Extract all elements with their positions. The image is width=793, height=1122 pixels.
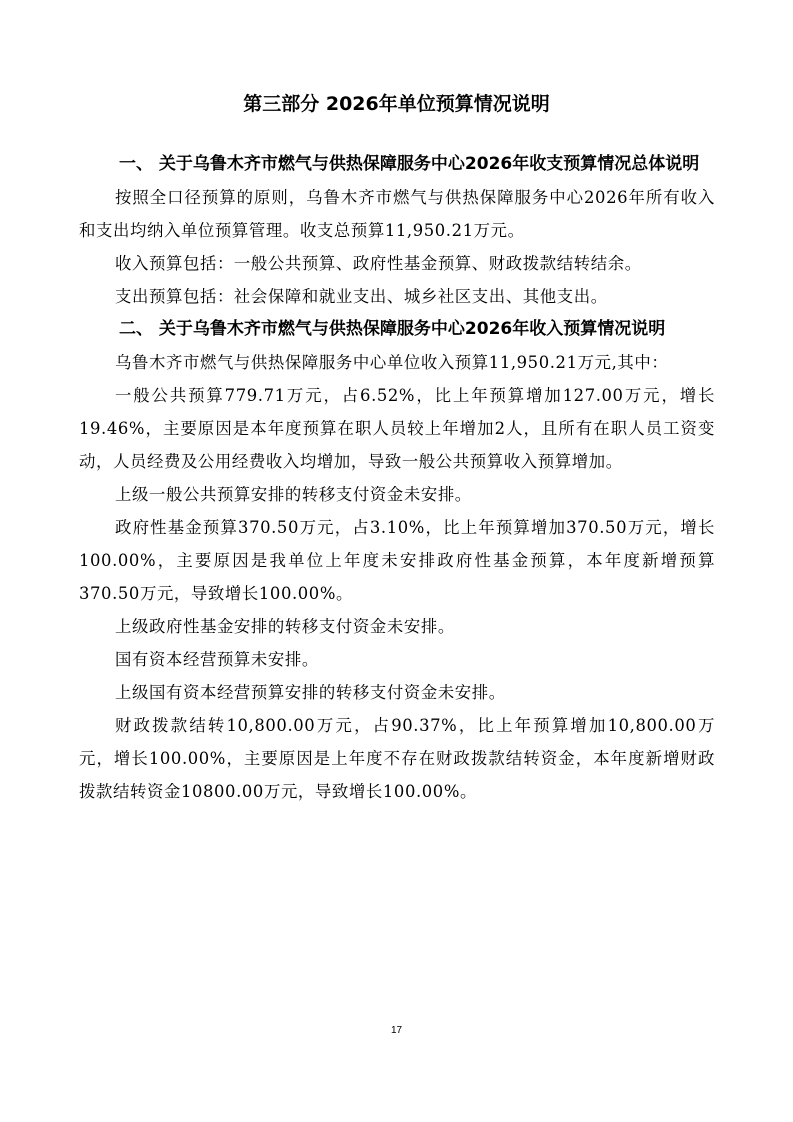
page-number: 17 bbox=[390, 1025, 403, 1036]
paragraph: 上级一般公共预算安排的转移支付资金未安排。 bbox=[115, 485, 472, 504]
paragraph: 国有资本经营预算未安排。 bbox=[115, 650, 319, 669]
section-2 bbox=[79, 313, 715, 808]
section-1 bbox=[79, 148, 715, 313]
section-1-heading: 一、 关于乌鲁木齐市燃气与供热保障服务中心2026年收支预算情况总体说明 bbox=[119, 154, 700, 174]
paragraph: 财政拨款结转10,800.00万元，占90.37%，比上年预算增加10,800.00万元，增长100.00%，主要原因是上年度不存在财政拨款结转资金，本年度新增财政拨款结转资金10800.00万元，导致增长100.00%。 bbox=[79, 716, 715, 801]
paragraph: 乌鲁木齐市燃气与供热保障服务中心单位收入预算11,950.21万元,其中： bbox=[115, 353, 669, 372]
section-2-heading: 二、 关于乌鲁木齐市燃气与供热保障服务中心2026年收入预算情况说明 bbox=[119, 319, 666, 339]
paragraph: 上级国有资本经营预算安排的转移支付资金未安排。 bbox=[115, 683, 506, 702]
paragraph: 一般公共预算779.71万元，占6.52%，比上年预算增加127.00万元，增长19.46%，主要原因是本年度预算在职人员较上年增加2人，且所有在职人员工资变动，人员经费及公用经费收入均增加，导致一般公共预算收入预算增加。 bbox=[79, 386, 715, 471]
page-title: 第三部分 2026年单位预算情况说明 bbox=[243, 93, 550, 115]
paragraph: 收入预算包括：一般公共预算、政府性基金预算、财政拨款结转结余。 bbox=[115, 254, 642, 273]
paragraph: 支出预算包括：社会保障和就业支出、城乡社区支出、其他支出。 bbox=[115, 287, 608, 306]
document-body bbox=[79, 148, 715, 808]
paragraph: 政府性基金预算370.50万元，占3.10%，比上年预算增加370.50万元，增长100.00%，主要原因是我单位上年度未安排政府性基金预算，本年度新增预算370.50万元，导致增长100.00%。 bbox=[79, 518, 715, 603]
paragraph: 上级政府性基金安排的转移支付资金未安排。 bbox=[115, 617, 455, 636]
paragraph: 按照全口径预算的原则，乌鲁木齐市燃气与供热保障服务中心2026年所有收入和支出均纳入单位预算管理。收支总预算11,950.21万元。 bbox=[79, 188, 715, 240]
